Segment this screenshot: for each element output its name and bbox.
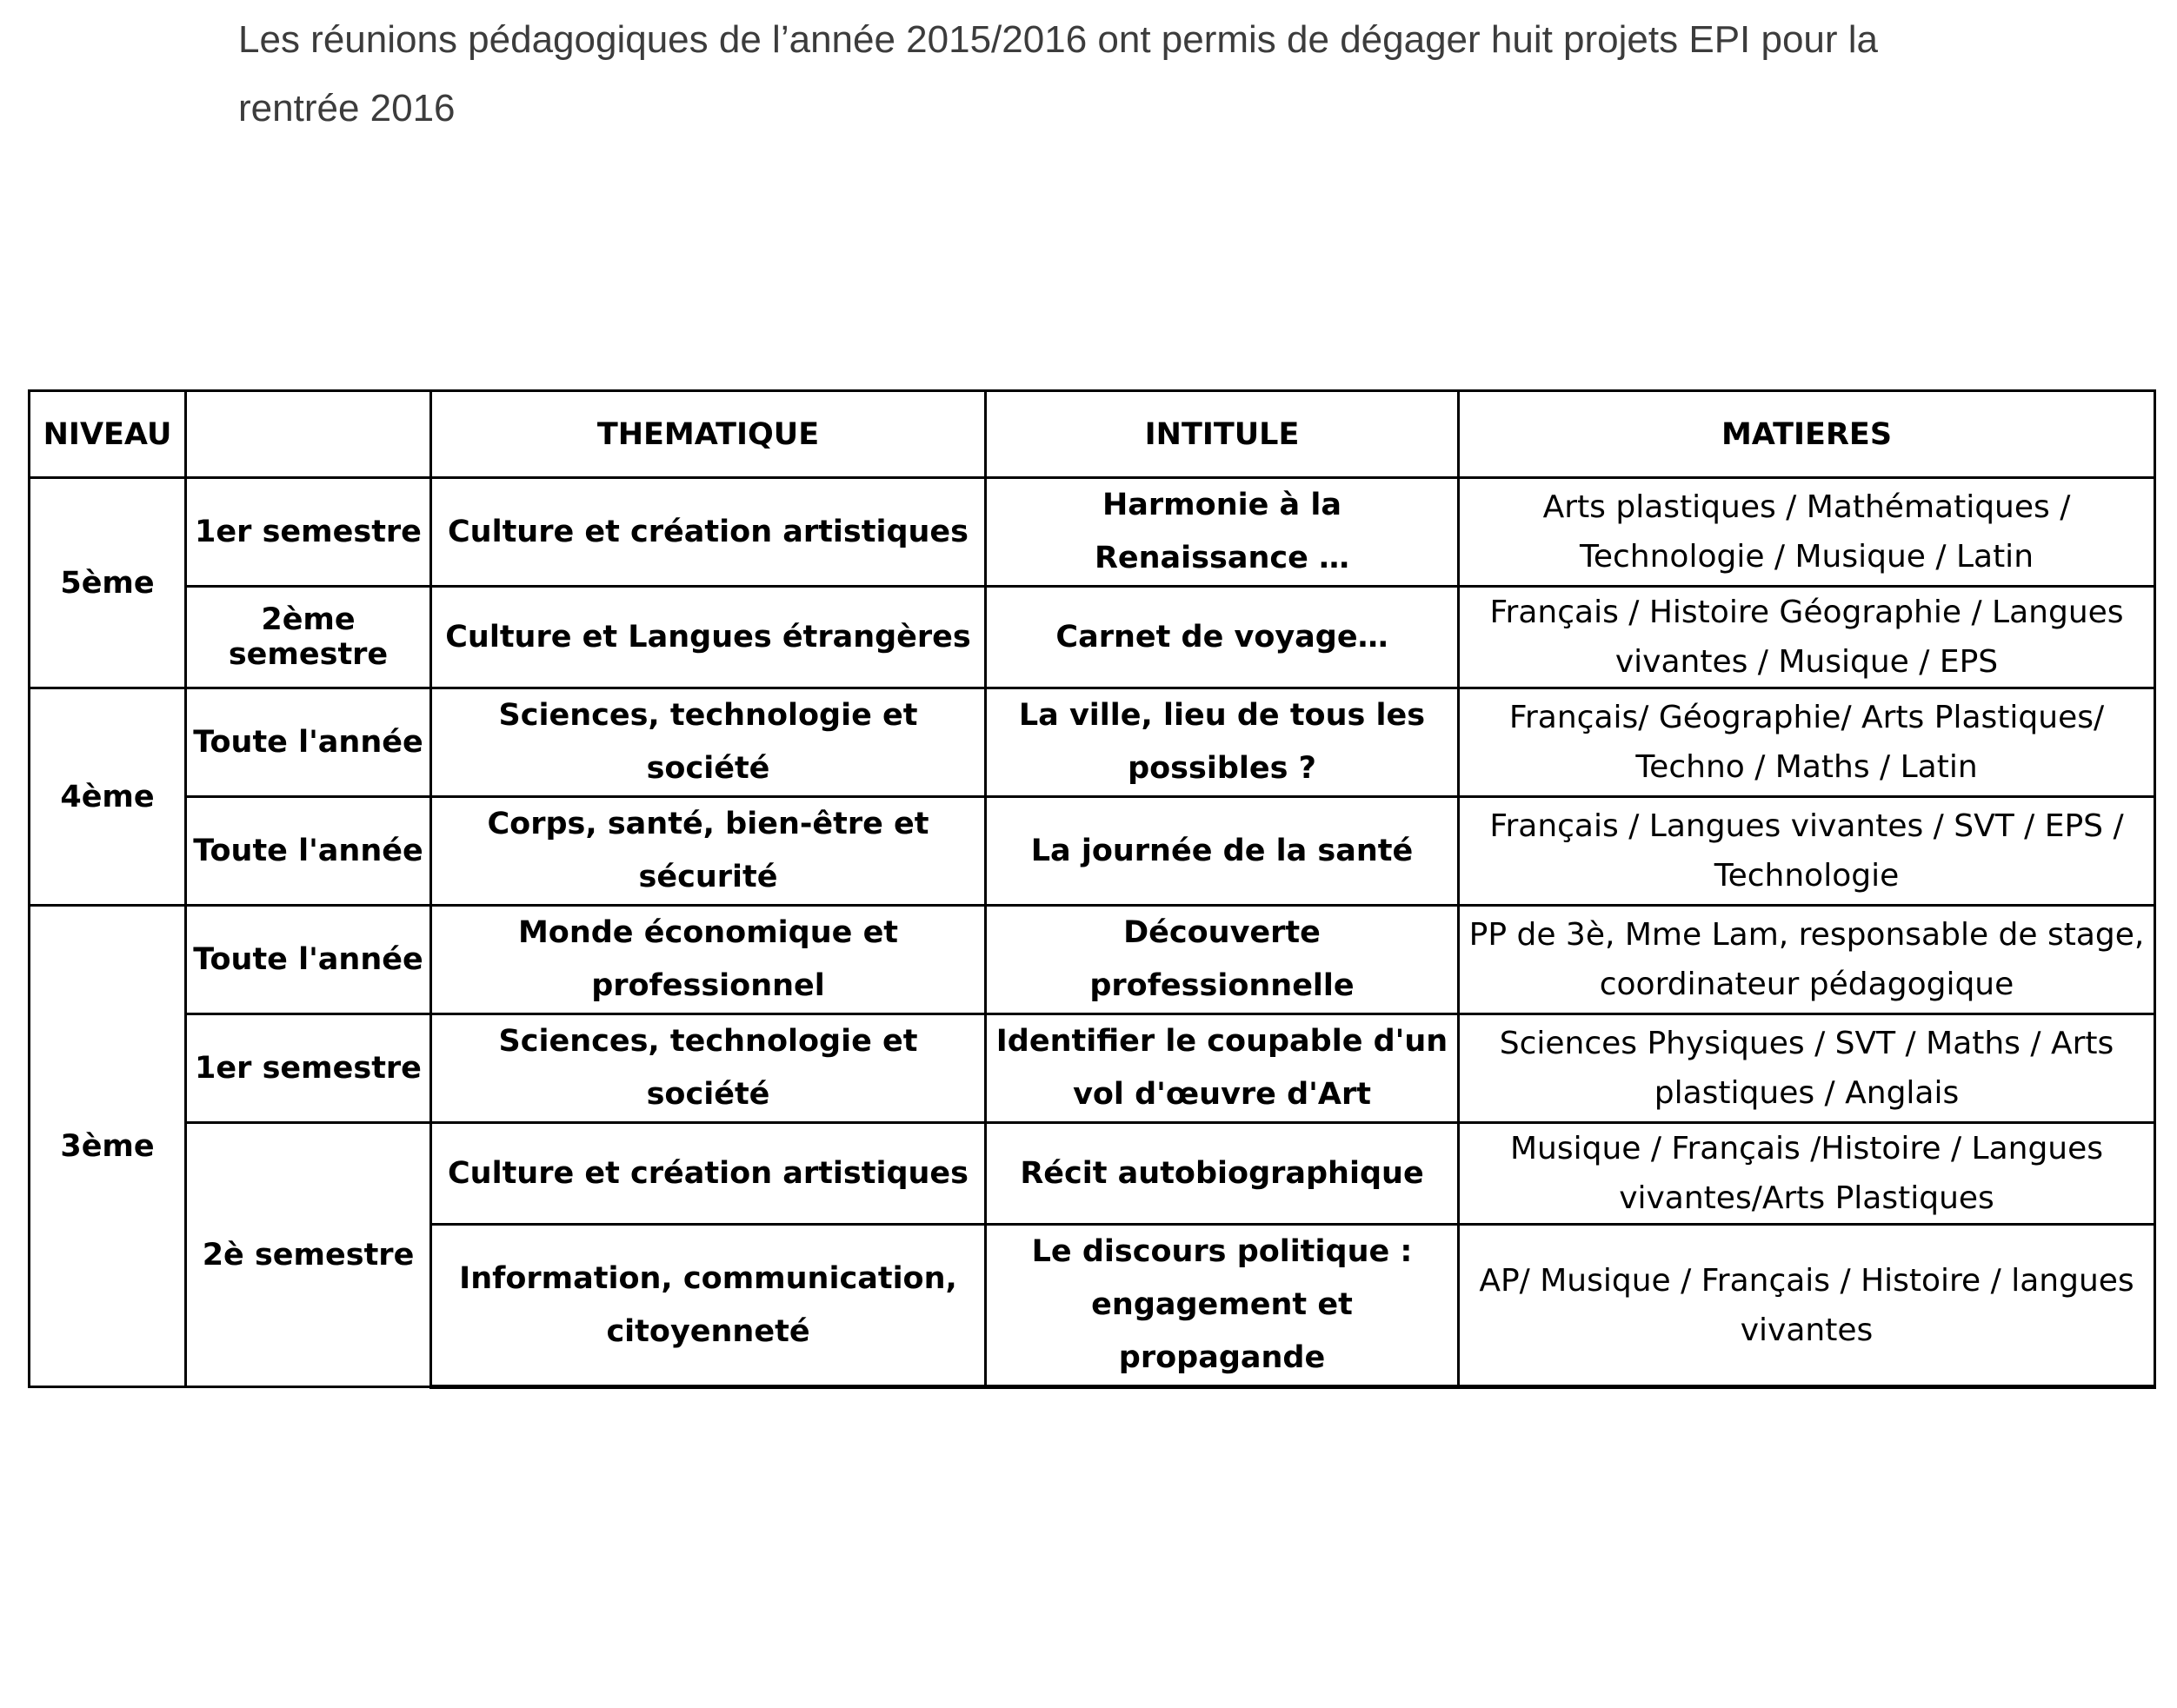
level-cell-4eme: 4ème [30,688,186,906]
table-row [30,906,2155,1014]
periode-cell: Toute l'année [186,688,431,797]
intro-paragraph: Les réunions pédagogiques de l’année 2015/2016 ont permis de dégager huit projets EPI pour la rentrée 2016 [238,18,1879,130]
header-intitule: INTITULE [986,391,1459,478]
matieres-cell: Arts plastiques / Mathématiques / Technologie / Musique / Latin [1459,478,2155,587]
matieres-cell: Sciences Physiques / SVT / Maths / Arts plastiques / Anglais [1459,1014,2155,1123]
thematique-cell: Sciences, technologie et société [431,1014,986,1123]
epi-projects-table [28,389,2156,1389]
header-thematique: THEMATIQUE [431,391,986,478]
intitule-cell: La ville, lieu de tous les possibles ? [986,688,1459,797]
periode-cell: 1er semestre [186,478,431,587]
header-matieres: MATIERES [1459,391,2155,478]
matieres-cell: AP/ Musique / Français / Histoire / langues vivantes [1459,1225,2155,1387]
thematique-cell: Culture et Langues étrangères [431,587,986,688]
table-row [30,688,2155,797]
table-row [30,1123,2155,1225]
table-row [30,587,2155,688]
periode-cell: Toute l'année [186,797,431,906]
header-niveau: NIVEAU [30,391,186,478]
table-row [30,1014,2155,1123]
matieres-cell: Français / Histoire Géographie / Langues vivantes / Musique / EPS [1459,587,2155,688]
thematique-cell: Culture et création artistiques [431,1123,986,1225]
matieres-cell: Français / Langues vivantes / SVT / EPS / Technologie [1459,797,2155,906]
intitule-cell: Identifier le coupable d'un vol d'œuvre d'Art [986,1014,1459,1123]
thematique-cell: Sciences, technologie et société [431,688,986,797]
level-cell-3eme: 3ème [30,906,186,1387]
thematique-cell: Culture et création artistiques [431,478,986,587]
thematique-cell: Corps, santé, bien-être et sécurité [431,797,986,906]
thematique-cell: Monde économique et professionnel [431,906,986,1014]
intitule-cell: Récit autobiographique [986,1123,1459,1225]
periode-cell: 1er semestre [186,1014,431,1123]
table-header-row [30,391,2155,478]
table-row [30,478,2155,587]
table-row [30,797,2155,906]
header-periode [186,391,431,478]
level-cell-5eme: 5ème [30,478,186,688]
thematique-cell: Information, communication, citoyenneté [431,1225,986,1387]
intitule-cell: La journée de la santé [986,797,1459,906]
matieres-cell: Français/ Géographie/ Arts Plastiques/ Techno / Maths / Latin [1459,688,2155,797]
intitule-cell: Harmonie à la Renaissance … [986,478,1459,587]
periode-cell: Toute l'année [186,906,431,1014]
intitule-cell: Le discours politique : engagement et propagande [986,1225,1459,1387]
intitule-cell: Découverte professionnelle [986,906,1459,1014]
matieres-cell: PP de 3è, Mme Lam, responsable de stage, coordinateur pédagogique [1459,906,2155,1014]
intitule-cell: Carnet de voyage… [986,587,1459,688]
periode-cell: 2ème semestre [186,587,431,688]
matieres-cell: Musique / Français /Histoire / Langues vivantes/Arts Plastiques [1459,1123,2155,1225]
periode-cell: 2è semestre [186,1123,431,1387]
